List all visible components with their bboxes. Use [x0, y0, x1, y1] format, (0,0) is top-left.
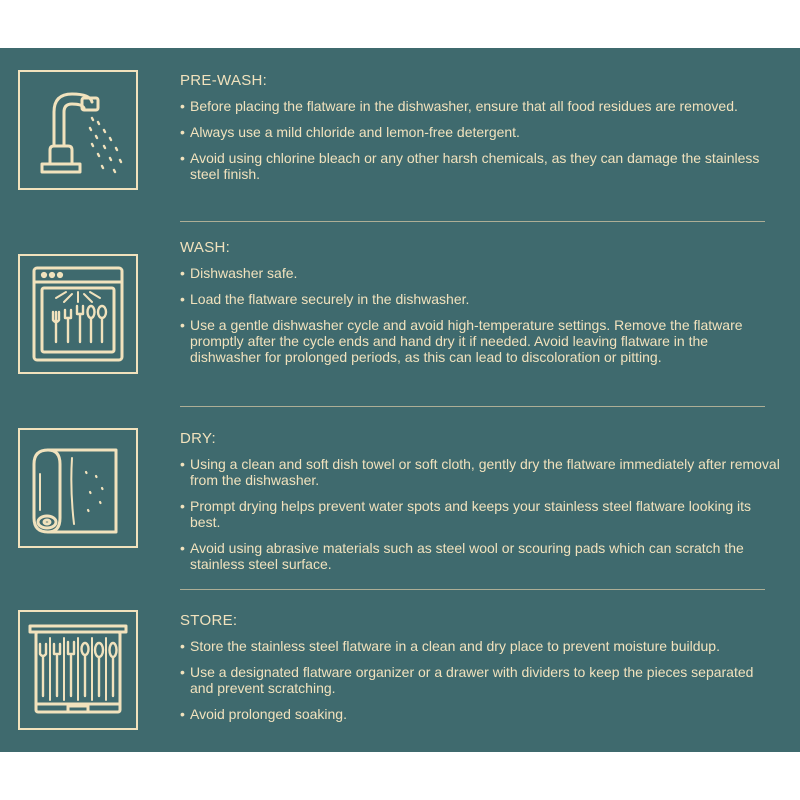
- list-item: • Avoid prolonged soaking.: [180, 706, 780, 722]
- list-item: • Use a designated flatware organizer or a drawer with dividers to keep the pieces separated and prevent scratching.: [180, 664, 780, 696]
- section-wash: [180, 239, 780, 375]
- drawer-organizer-icon: [18, 610, 138, 730]
- faucet-icon: [18, 70, 138, 190]
- list-item: • Prompt drying helps prevent water spots and keeps your stainless steel flatware looking its best.: [180, 498, 780, 530]
- list-item: • Before placing the flatware in the dishwasher, ensure that all food residues are removed.: [180, 98, 780, 114]
- section-divider: [180, 221, 765, 222]
- bullet-list: [180, 265, 780, 365]
- list-item: • Always use a mild chloride and lemon-free detergent.: [180, 124, 780, 140]
- list-item: • Store the stainless steel flatware in a clean and dry place to prevent moisture buildup.: [180, 638, 780, 654]
- section-title: DRY:: [180, 430, 216, 447]
- list-item: • Using a clean and soft dish towel or soft cloth, gently dry the flatware immediately after removal from the dishwasher.: [180, 456, 780, 488]
- list-item: • Use a gentle dishwasher cycle and avoid high-temperature settings. Remove the flatware promptly after the cycle ends and hand dry it if needed. Avoid leaving flatware in the dishwasher for prolonged periods, as this can lead to discoloration or pitting.: [180, 317, 780, 365]
- bullet-list: [180, 98, 780, 182]
- section-divider: [180, 406, 765, 407]
- section-title: WASH:: [180, 239, 231, 256]
- towel-roll-icon: [18, 428, 138, 548]
- section-title: PRE-WASH:: [180, 72, 268, 89]
- list-item: • Avoid using abrasive materials such as steel wool or scouring pads which can scratch the stainless steel surface.: [180, 540, 780, 572]
- bullet-list: [180, 638, 780, 722]
- section-pre-wash: [180, 72, 780, 192]
- bullet-list: [180, 456, 780, 572]
- section-title: STORE:: [180, 612, 238, 629]
- dishwasher-icon: [18, 254, 138, 374]
- list-item: • Avoid using chlorine bleach or any other harsh chemicals, as they can damage the stainless steel finish.: [180, 150, 780, 182]
- list-item: • Dishwasher safe.: [180, 265, 780, 281]
- list-item: • Load the flatware securely in the dishwasher.: [180, 291, 780, 307]
- section-store: [180, 612, 780, 732]
- care-instructions-panel: [0, 48, 800, 752]
- section-divider: [180, 589, 765, 590]
- section-dry: [180, 430, 780, 582]
